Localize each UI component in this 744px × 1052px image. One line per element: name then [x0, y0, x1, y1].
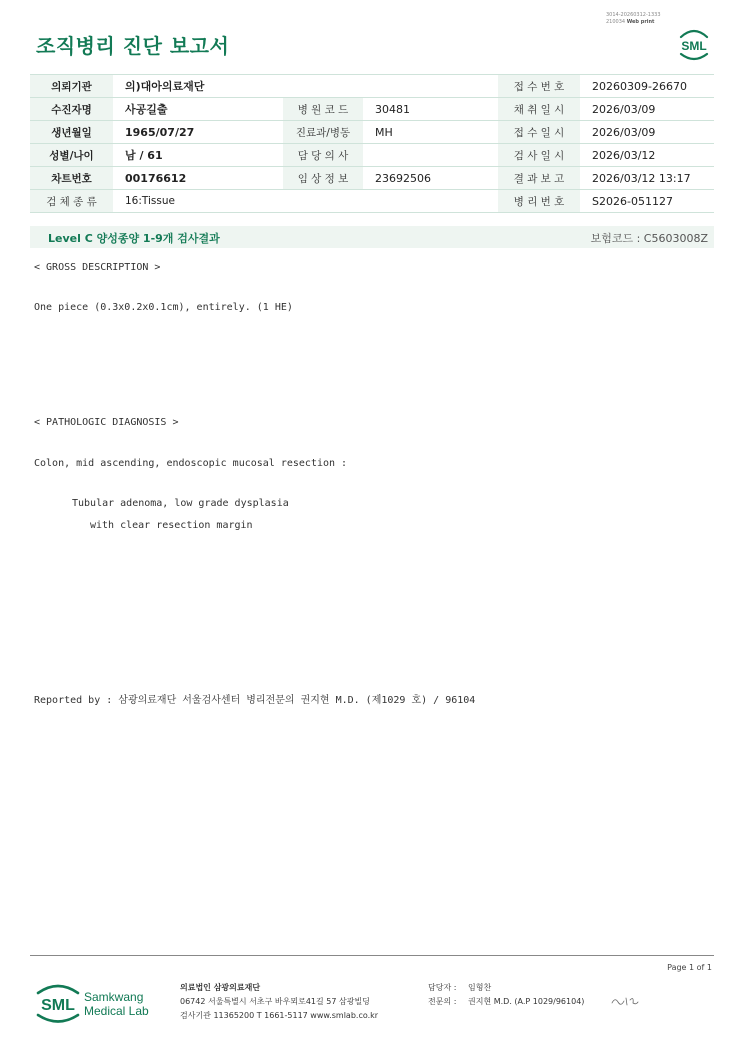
- label-requesting-institution: 의뢰기관: [30, 75, 113, 98]
- reported-by: Reported by : 삼광의료재단 서울검사센터 병리전문의 권지현 M.D. (제1029 호) / 96104: [34, 695, 476, 706]
- label-chart-number: 차트번호: [30, 167, 113, 190]
- signature-image: [610, 994, 640, 1008]
- label-accession-number: 접 수 번 호: [498, 75, 580, 98]
- label-patient-name: 수진자명: [30, 98, 113, 121]
- gross-heading: < GROSS DESCRIPTION >: [34, 262, 161, 273]
- value-chart-number: 00176612: [113, 167, 283, 190]
- sml-logo: [676, 26, 712, 62]
- value-pathology-number: S2026-051127: [580, 190, 714, 213]
- test-name: Level C 양성종양 1-9개 검사결과: [48, 232, 220, 245]
- value-result-report: 2026/03/12 13:17: [580, 167, 714, 190]
- info-row: [30, 98, 714, 121]
- value-clinical-info: 23692506: [363, 167, 498, 190]
- label-department: 진료과/병동: [283, 121, 363, 144]
- samkwang-logo: [36, 980, 154, 1026]
- manager-label: 담당자 :: [428, 983, 457, 992]
- value-physician: [363, 144, 498, 167]
- page-number: Page 1 of 1: [667, 963, 712, 972]
- value-department: MH: [363, 121, 498, 144]
- value-collection-date: 2026/03/09: [580, 98, 714, 121]
- brand-line2: Medical Lab: [84, 1004, 149, 1018]
- info-row: [30, 190, 714, 213]
- label-hospital-code: 병 원 코 드: [283, 98, 363, 121]
- footer-org-info: [180, 981, 378, 1023]
- print-id-line1: 3014-20260312-1333: [606, 12, 661, 18]
- diagnosis-line-1: Tubular adenoma, low grade dysplasia: [72, 498, 289, 509]
- gross-text: One piece (0.3x0.2x0.1cm), entirely. (1 HE): [34, 302, 293, 313]
- diagnosis-line-2: with clear resection margin: [90, 520, 253, 531]
- value-sex-age: 남 / 61: [113, 144, 283, 167]
- specialist-name: 권지현 M.D. (A.P 1029/96104): [468, 997, 585, 1006]
- brand-line1: Samkwang: [84, 990, 144, 1004]
- insurance-code: 보험코드 : C5603008Z: [590, 232, 708, 245]
- value-hospital-code: 30481: [363, 98, 498, 121]
- org-name: 의료법인 삼광의료재단: [180, 983, 261, 992]
- footer-staff-info: [428, 981, 584, 1009]
- value-specimen-type: 16:Tissue: [113, 190, 498, 213]
- info-row: [30, 121, 714, 144]
- org-address: 06742 서울특별시 서초구 바우뫼로41길 57 삼광빌딩: [180, 997, 370, 1006]
- label-collection-date: 채 취 일 시: [498, 98, 580, 121]
- logo-text: SML: [681, 39, 707, 53]
- diagnosis-heading: < PATHOLOGIC DIAGNOSIS >: [34, 417, 179, 428]
- info-row: [30, 167, 714, 190]
- diagnosis-site: Colon, mid ascending, endoscopic mucosal resection :: [34, 458, 348, 469]
- value-requesting-institution: 의)대아의료재단: [113, 75, 498, 98]
- value-birth-date: 1965/07/27: [113, 121, 283, 144]
- label-pathology-number: 병 리 번 호: [498, 190, 580, 213]
- label-sex-age: 성별/나이: [30, 144, 113, 167]
- manager-name: 임형찬: [468, 983, 492, 992]
- info-row: [30, 144, 714, 167]
- label-receipt-date: 접 수 일 시: [498, 121, 580, 144]
- label-clinical-info: 임 상 정 보: [283, 167, 363, 190]
- label-physician: 담 당 의 사: [283, 144, 363, 167]
- info-row: [30, 75, 714, 98]
- value-receipt-date: 2026/03/09: [580, 121, 714, 144]
- label-birth-date: 생년월일: [30, 121, 113, 144]
- value-patient-name: 사공길출: [113, 98, 283, 121]
- label-specimen-type: 검 체 종 류: [30, 190, 113, 213]
- org-contact: 검사기관 11365200 T 1661-5117 www.smlab.co.kr: [180, 1011, 379, 1020]
- label-test-date: 검 사 일 시: [498, 144, 580, 167]
- value-accession-number: 20260309-26670: [580, 75, 714, 98]
- logo-foot-text: SML: [41, 997, 75, 1014]
- patient-info-table: [30, 74, 714, 213]
- page-title: 조직병리 진단 보고서: [36, 34, 230, 58]
- label-result-report: 결 과 보 고: [498, 167, 580, 190]
- print-id: [606, 12, 661, 26]
- value-test-date: 2026/03/12: [580, 144, 714, 167]
- print-id-line2: 210034: [606, 19, 626, 25]
- print-mode: Web print: [626, 19, 655, 25]
- specialist-label: 전문의 :: [428, 997, 457, 1006]
- footer-divider: [30, 955, 714, 956]
